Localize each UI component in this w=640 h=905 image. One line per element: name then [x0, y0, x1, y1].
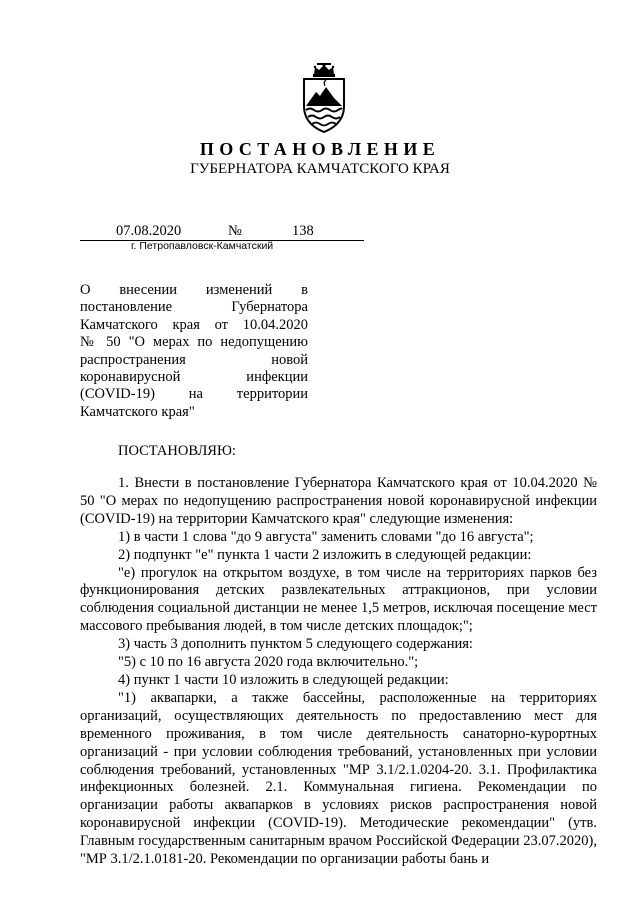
document-number: 138 — [292, 223, 314, 239]
subject-line: распространения новой — [80, 351, 308, 368]
subject-line: Камчатского края" — [80, 403, 195, 420]
subject-line: (COVID-19) на территории — [80, 386, 308, 403]
subject-line: постановление Губернатора — [80, 299, 308, 316]
body-paragraph: 1. Внести в постановление Губернатора Камчатского края от 10.04.2020 № 50 "О мерах по недопущению распространения новой коронавирусной инфекции (COVID-19) на территории Камчатского края" следующие изменения: — [80, 475, 597, 527]
body-paragraph: 4) пункт 1 части 10 изложить в следующей редакции: — [118, 671, 449, 688]
subject-line: О внесении изменений в — [80, 282, 308, 298]
body-paragraph: "5) с 10 по 16 августа 2020 года включительно."; — [118, 654, 419, 671]
body-paragraph: "е) прогулок на открытом воздухе, в том числе на территориях парков без функционирования детских развлекательных аттракционов, при условии соблюдения социальной дистанции не менее 1,5 метров, исключая посещение мест массового пребывания людей, в том числе детских площадок;"; — [80, 564, 597, 635]
document-body — [80, 475, 597, 869]
document-subject — [80, 282, 308, 421]
subject-line: Камчатского края от 10.04.2020 — [80, 316, 308, 333]
number-sign: № — [228, 223, 242, 239]
subject-line: № 50 "О мерах по недопущению — [80, 334, 308, 351]
date-number-block — [80, 223, 364, 253]
body-paragraph: "1) аквапарки, а также бассейны, расположенные на территориях организаций, осуществляющих деятельность по предоставлению мест для временного проживания, в том числе деятельность санаторно-курортных организаций - при условии соблюдения требований, установленных при условии соблюдения требований, установленных "МР 3.1/2.1.0204-20. 3.1. Профилактика инфекционных болезней. 2.1. Коммунальная гигиена. Рекомендации по организации работы аквапарков в условиях рисков распространения новой коронавирусной инфекции (COVID-19). Методические рекомендации" (утв. Главным государственным санитарным врачом Российской Федерации 23.07.2020), "МР 3.1/2.1.0181-20. Рекомендации по организации работы бань и — [80, 689, 597, 868]
body-paragraph: 1) в части 1 слова "до 9 августа" заменить словами "до 16 августа"; — [118, 528, 534, 545]
subject-line: коронавирусной инфекции — [80, 369, 308, 386]
kamchatka-coat-of-arms-icon — [296, 62, 352, 134]
document-date: 07.08.2020 — [116, 223, 182, 239]
decree-word: ПОСТАНОВЛЯЮ: — [118, 443, 236, 459]
body-paragraph: 3) часть 3 дополнить пунктом 5 следующего содержания: — [118, 636, 473, 653]
document-city: г. Петропавловск-Камчатский — [131, 240, 274, 252]
document-subtitle: ГУБЕРНАТОРА КАМЧАТСКОГО КРАЯ — [190, 161, 450, 177]
body-paragraph: 2) подпункт "е" пункта 1 части 2 изложить в следующей редакции: — [118, 546, 532, 563]
document-title: ПОСТАНОВЛЕНИЕ — [199, 139, 441, 159]
